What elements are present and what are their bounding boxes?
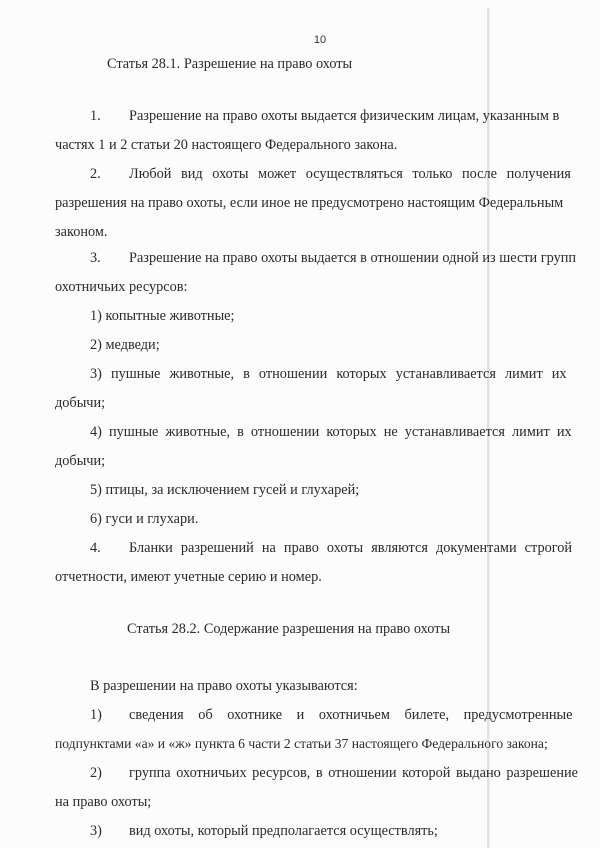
article-28-1-title: Статья 28.1. Разрешение на право охоты (107, 56, 353, 72)
group-item: 1) копытные животные; (90, 308, 235, 324)
paragraph-line: охотничьих ресурсов: (55, 279, 188, 295)
group-item: 4) пушные животные, в отношении которых не устанавливается лимит их (90, 424, 572, 440)
paragraph-text: Разрешение на право охоты выдается физическим лицам, указанным в (129, 108, 560, 124)
paragraph-line: отчетности, имеют учетные серию и номер. (55, 569, 322, 585)
paragraph-line: подпунктами «а» и «ж» пункта 6 части 2 статьи 37 настоящего Федерального закона; (55, 736, 548, 751)
group-item-cont: добычи; (55, 453, 106, 469)
group-item-cont: добычи; (55, 395, 106, 411)
item-number: 4. (90, 540, 101, 556)
paragraph-line: группа охотничьих ресурсов, в отношении которой выдано разрешение (129, 765, 578, 781)
item-number: 2. (90, 166, 101, 182)
paragraph-line: Разрешение на право охоты выдается в отношении одной из шести групп (129, 250, 577, 266)
paragraph-line: сведения об охотнике и охотничьем билете, предусмотренные (129, 707, 573, 723)
article-28-2-title: Статья 28.2. Содержание разрешения на право охоты (127, 621, 451, 637)
paragraph-line: разрешения на право охоты, если иное не предусмотрено настоящим Федеральным (55, 195, 564, 211)
group-item: 2) медведи; (90, 337, 160, 353)
paragraph-line (129, 107, 569, 125)
paragraph-line: частях 1 и 2 статьи 20 настоящего Федерального закона. (55, 137, 398, 153)
paragraph-line: Любой вид охоты может осуществляться только после получения (129, 166, 571, 182)
group-item: 6) гуси и глухари. (90, 511, 199, 527)
item-number: 2) (90, 765, 102, 781)
page-number: 10 (313, 34, 327, 46)
group-item: 5) птицы, за исключением гусей и глухарей; (90, 482, 360, 498)
item-number: 1. (90, 108, 101, 124)
paragraph-line: Бланки разрешений на право охоты являются документами строгой (129, 540, 573, 556)
intro-text: В разрешении на право охоты указываются: (90, 678, 358, 694)
paragraph-line: на право охоты; (55, 794, 152, 810)
item-number: 1) (90, 707, 102, 723)
paragraph-line: законом. (55, 224, 108, 240)
item-number: 3) (90, 823, 102, 839)
paragraph-line: вид охоты, который предполагается осуществлять; (129, 823, 438, 839)
item-number: 3. (90, 250, 101, 266)
group-item: 3) пушные животные, в отношении которых устанавливается лимит их (90, 366, 567, 382)
